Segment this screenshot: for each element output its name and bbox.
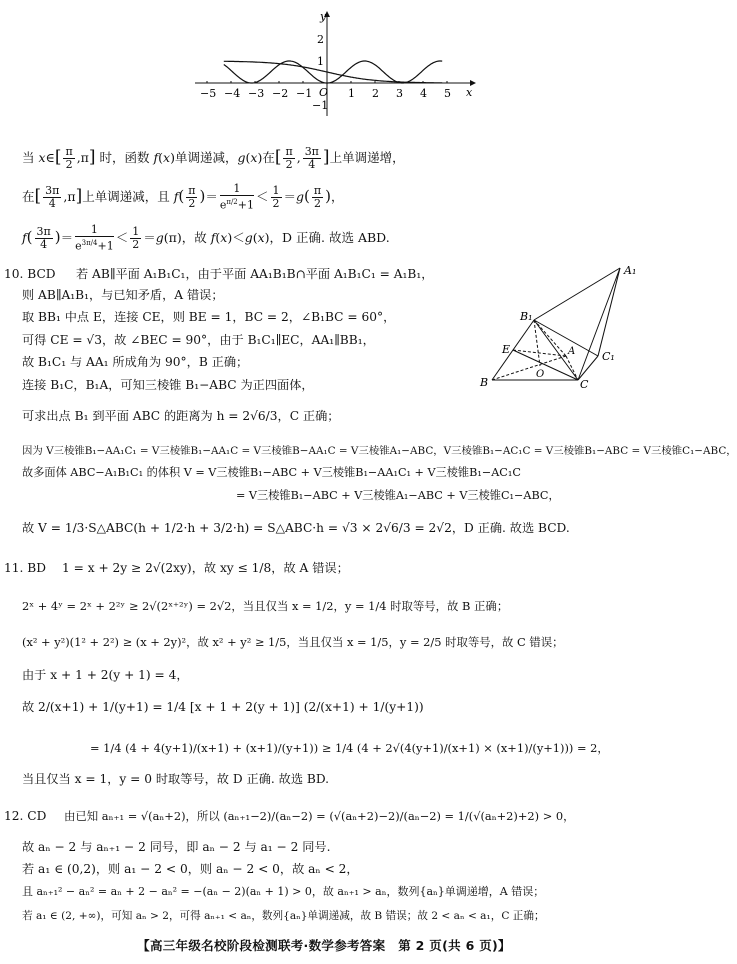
q12-line-3: 若 a₁ ∈ (0,2)，则 a₁ − 2 < 0，则 aₙ − 2 < 0，故 aₙ < 2， [22, 862, 359, 876]
svg-text:C₁: C₁ [602, 350, 615, 363]
x-tick-label: 1 [348, 87, 355, 100]
q11-line-4: 由于 x + 1 + 2(y + 1) = 4， [22, 668, 189, 682]
svg-text:A₁: A₁ [624, 264, 637, 277]
svg-text:O: O [536, 369, 545, 380]
q10-line-1: 若 AB∥平面 A₁B₁C₁，由于平面 AA₁B₁B∩平面 A₁B₁C₁ = A₁B₁， [76, 267, 434, 281]
q11-line-7: 当且仅当 x = 1，y = 0 时取等号，故 D 正确. 故选 BD. [22, 772, 330, 786]
origin-label: O [319, 86, 329, 99]
q10-line-9: 故多面体 ABC−A₁B₁C₁ 的体积 V = V三棱锥B₁−ABC + V三棱锥B₁−AA₁C₁ + V三棱锥B₁−AC₁C [22, 466, 521, 479]
x-tick-label: −2 [272, 87, 289, 100]
curve-f [224, 61, 442, 83]
q9-line-2: 在[ $\frac{3\pi}{4}$ ,π]上单调递减，且 f( $\frac{\pi}{2}$ )＝ $\frac{1}{e^{\pi/2}+1}$ ＜ $\frac{1}{2}$ ＝g( $\frac{\pi}{2}$ )， [22, 182, 344, 212]
q10-label: 10. BCD [4, 267, 56, 281]
curve-g [224, 61, 442, 83]
q12-label: 12. CD [4, 809, 47, 823]
x-tick-label: −5 [200, 87, 217, 100]
svg-text:B: B [480, 376, 489, 389]
x-axis-label: x [466, 86, 473, 99]
y-axis-label: y [320, 10, 327, 23]
x-tick-label: −3 [248, 87, 265, 100]
q11-label: 11. BD [4, 561, 46, 575]
q9-line-3: f( $\frac{3\pi}{4}$ )＝ $\frac{1}{e^{3\pi/4}+1}$ ＜ $\frac{1}{2}$ ＝g(π)，故 f(x)＜g(x)，D 正确. 故选 ABD. [22, 223, 390, 253]
x-tick-label: −4 [224, 87, 241, 100]
svg-text:B₁: B₁ [520, 310, 533, 323]
x-tick-label: 2 [372, 87, 379, 100]
svg-text:C: C [580, 378, 589, 391]
q10-line-11: 故 V = 1/3·S△ABC(h + 1/2·h + 3/2·h) = S△ABC·h = √3 × 2√6/3 = 2√2，D 正确. 故选 BCD. [22, 521, 570, 535]
q11-line-3: (x² + y²)(1² + 2²) ≥ (x + 2y)²，故 x² + y² ≥ 1/5，当且仅当 x = 1/5，y = 2/5 时取等号，故 C 错误； [22, 635, 564, 649]
q10-line-8: 因为 V三棱锥B₁−AA₁C₁ = V三棱锥B₁−AA₁C = V三棱锥B−AA₁C = V三棱锥A₁−ABC，V三棱锥B₁−AC₁C = V三棱锥B₁−ABC = V三棱锥C₁−ABC， [22, 445, 737, 457]
function-graph [190, 8, 480, 120]
q10-line-3: 取 BB₁ 中点 E，连接 CE，则 BE = 1，BC = 2，∠B₁BC = 60°， [22, 310, 396, 324]
q10-line-10: = V三棱锥B₁−ABC + V三棱锥A₁−ABC + V三棱锥C₁−ABC， [236, 489, 560, 502]
q12-line-2: 故 aₙ − 2 与 aₙ₊₁ − 2 同号，即 aₙ − 2 与 a₁ − 2 同号. [22, 840, 331, 854]
q11-line-6: = 1/4 (4 + 4(y+1)/(x+1) + (x+1)/(y+1)) ≥ 1/4 (4 + 2√(4(y+1)/(x+1) × (x+1)/(y+1))) = 2， [90, 741, 609, 755]
x-tick-label: 4 [420, 87, 427, 100]
q10-line-5: 故 B₁C₁ 与 AA₁ 所成角为 90°，B 正确； [22, 355, 249, 369]
y-tick-label: −1 [312, 99, 329, 112]
svg-text:A: A [568, 346, 576, 357]
x-tick-label: −1 [296, 87, 313, 100]
q9-line-1: 当 x∈[ $\frac{\pi}{2}$ ,π] 时，函数 f(x)单调递减，g(x)在[ $\frac{\pi}{2}$ , $\frac{3\pi}{4}$ ]上单调递增， [22, 145, 405, 171]
q10-line-7: 可求出点 B₁ 到平面 ABC 的距离为 h = 2√6/3，C 正确； [22, 409, 340, 423]
q12-line-4: 且 aₙ₊₁² − aₙ² = aₙ + 2 − aₙ² = −(aₙ − 2)(aₙ + 1) > 0，故 aₙ₊₁ > aₙ，数列{aₙ}单调递增，A 错误； [22, 885, 545, 898]
q10-line-4: 可得 CE = √3，故 ∠BEC = 90°，由于 B₁C₁∥EC，AA₁∥BB₁， [22, 333, 375, 347]
y-tick-label: 1 [317, 55, 324, 68]
q11-line-1: 1 = x + 2y ≥ 2√(2xy)，故 xy ≤ 1/8，故 A 错误； [62, 561, 349, 575]
q10-line-6: 连接 B₁C，B₁A，可知三棱锥 B₁−ABC 为正四面体， [22, 378, 314, 392]
q11-line-2: 2ˣ + 4ʸ = 2ˣ + 2²ʸ ≥ 2√(2ˣ⁺²ʸ) = 2√2，当且仅当 x = 1/2，y = 1/4 时取等号，故 B 正确； [22, 599, 509, 613]
x-tick-label: 5 [444, 87, 451, 100]
page-footer: 【高三年级名校阶段检测联考·数学参考答案 第 2 页(共 6 页)】 [137, 938, 511, 953]
q12-line-5: 若 a₁ ∈ (2, +∞)，可知 aₙ > 2，可得 aₙ₊₁ < aₙ，数列{aₙ}单调递减，故 B 错误；故 2 < aₙ < a₁，C 正确； [22, 910, 545, 922]
q12-line-1: 由已知 aₙ₊₁ = √(aₙ+2)，所以 (aₙ₊₁−2)/(aₙ−2) = (√(aₙ+2)−2)/(aₙ−2) = 1/(√(aₙ+2)+2) > 0， [64, 809, 575, 823]
x-tick-label: 3 [396, 87, 403, 100]
svg-text:E: E [502, 343, 511, 356]
prism-figure [476, 258, 646, 398]
q11-line-5: 故 2/(x+1) + 1/(y+1) = 1/4 [x + 1 + 2(y + 1)] (2/(x+1) + 1/(y+1)) [22, 700, 424, 714]
y-tick-label: 2 [317, 33, 324, 46]
q10-line-2: 则 AB∥A₁B₁，与已知矛盾，A 错误； [22, 288, 224, 302]
